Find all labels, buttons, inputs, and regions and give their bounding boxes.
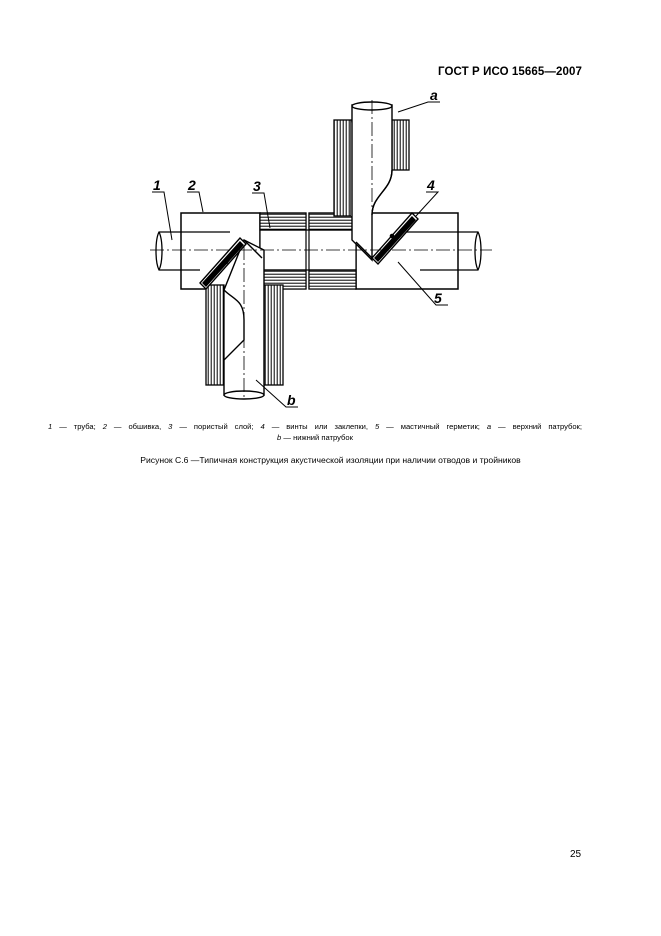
- legend-key-2: 2: [102, 422, 107, 431]
- legend-key-4: 4: [260, 422, 265, 431]
- callout-5: 5: [434, 290, 442, 306]
- main-pipe-right-end: [458, 232, 481, 270]
- callout-1: 1: [153, 177, 161, 193]
- main-pipe-left-end: [156, 232, 181, 270]
- legend-key-b: b: [277, 432, 282, 442]
- legend-key-a: a: [486, 422, 492, 431]
- figure-legend: [48, 422, 582, 443]
- legend-key-5: 5: [374, 422, 380, 431]
- callout-3: 3: [253, 178, 261, 194]
- callout-b: b: [287, 392, 296, 408]
- legend-key-3: 3: [168, 422, 173, 431]
- callout-4: 4: [427, 177, 435, 193]
- centerline: [150, 100, 492, 400]
- legend-text-b: — нижний патрубок: [281, 432, 353, 442]
- legend-text-4: — винты или заклепки,: [264, 422, 375, 431]
- document-code-header: ГОСТ Р ИСО 15665—2007: [437, 66, 582, 78]
- callout-2: 2: [188, 177, 196, 193]
- page-number: 25: [570, 849, 582, 860]
- callout-a: a: [430, 87, 438, 103]
- legend-key-1: 1: [48, 422, 53, 431]
- legend-text-1: — труба;: [52, 422, 103, 431]
- legend-text-2: — обшивка,: [106, 422, 169, 431]
- legend-text-5: — мастичный герметик;: [379, 422, 487, 431]
- legend-text-a: — верхний патрубок;: [491, 422, 582, 431]
- insulation-drawing: [0, 0, 661, 420]
- legend-text-3: — пористый слой;: [172, 422, 261, 431]
- legend-line-2: [48, 433, 582, 444]
- porous-layer-band: [260, 213, 356, 289]
- figure-caption: Рисунок С.6 —Типичная конструкция акустической изоляции при наличии отводов и тройников: [140, 455, 521, 465]
- legend-line-1: [48, 422, 582, 433]
